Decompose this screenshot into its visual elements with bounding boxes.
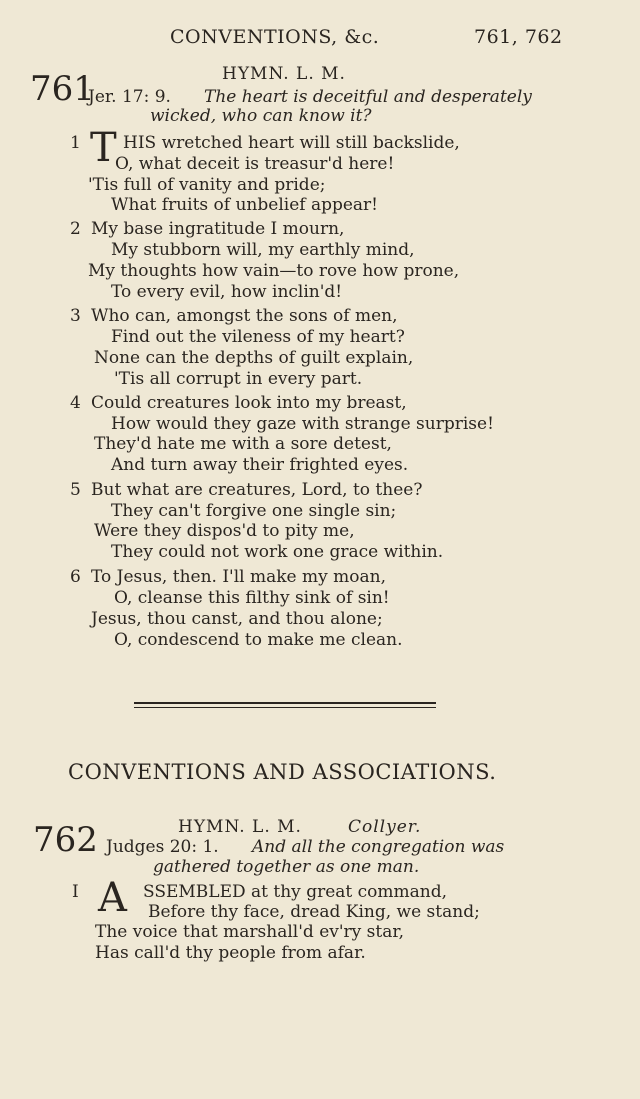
verse-line: What fruits of unbelief appear! xyxy=(111,195,379,215)
verse-line: Could creatures look into my breast, xyxy=(91,393,407,413)
verse-line: Has call'd thy people from afar. xyxy=(95,943,366,963)
verse-line: The voice that marshall'd ev'ry star, xyxy=(95,922,405,942)
scripture-reference: Jer. 17: 9. xyxy=(88,87,171,107)
verse-line: How would they gaze with strange surprise! xyxy=(111,414,494,434)
verse-line: SSEMBLED at thy great command, xyxy=(143,882,447,902)
verse-line: But what are creatures, Lord, to thee? xyxy=(91,480,423,500)
verse-line: Find out the vileness of my heart? xyxy=(111,327,405,347)
drop-cap: T xyxy=(90,125,117,171)
verse-line: 'Tis full of vanity and pride; xyxy=(88,175,326,195)
verse-line: They can't forgive one single sin; xyxy=(111,501,397,521)
verse-line: Who can, amongst the sons of men, xyxy=(91,306,398,326)
running-title: CONVENTIONS, &c. xyxy=(170,26,380,48)
section-divider xyxy=(134,702,436,708)
verse-line: O, what deceit is treasur'd here! xyxy=(115,154,395,174)
stanza-number: 4 xyxy=(70,393,81,413)
hymn-author: Collyer. xyxy=(348,817,422,837)
verse-line: O, condescend to make me clean. xyxy=(114,630,403,650)
verse-line: They'd hate me with a sore detest, xyxy=(94,434,392,454)
verse-line: Jesus, thou canst, and thou alone; xyxy=(91,609,383,629)
stanza-number: 3 xyxy=(70,306,81,326)
scripture-text-2: gathered together as one man. xyxy=(153,857,420,877)
page-numbers: 761, 762 xyxy=(474,26,563,48)
stanza-number: 1 xyxy=(70,133,81,153)
verse-line: Were they dispos'd to pity me, xyxy=(94,521,355,541)
verse-line: To every evil, how inclin'd! xyxy=(111,282,343,302)
verse-line: Before thy face, dread King, we stand; xyxy=(148,902,480,922)
verse-line: None can the depths of guilt explain, xyxy=(94,348,414,368)
scripture-reference: Judges 20: 1. xyxy=(106,837,219,857)
drop-cap: A xyxy=(98,875,127,921)
verse-line: My stubborn will, my earthly mind, xyxy=(111,240,415,260)
verse-line: 'Tis all corrupt in every part. xyxy=(114,369,363,389)
scripture-text-1: And all the congregation was xyxy=(252,837,505,857)
stanza-number: 2 xyxy=(70,219,81,239)
verse-line: My base ingratitude I mourn, xyxy=(91,219,345,239)
hymn-number: 761 xyxy=(30,69,95,109)
verse-line: O, cleanse this filthy sink of sin! xyxy=(114,588,390,608)
verse-line: They could not work one grace within. xyxy=(111,542,444,562)
scripture-text-2: wicked, who can know it? xyxy=(150,106,372,126)
verse-line: And turn away their frighted eyes. xyxy=(111,455,409,475)
section-heading: CONVENTIONS AND ASSOCIATIONS. xyxy=(68,760,497,784)
hymn-title: HYMN. L. M. xyxy=(178,817,302,837)
verse-line: HIS wretched heart will still backslide, xyxy=(123,133,460,153)
hymn-number: 762 xyxy=(33,820,98,860)
verse-line: To Jesus, then. I'll make my moan, xyxy=(91,567,386,587)
stanza-number: I xyxy=(72,882,79,902)
stanza-number: 5 xyxy=(70,480,81,500)
verse-line: My thoughts how vain—to rove how prone, xyxy=(88,261,460,281)
hymn-title: HYMN. L. M. xyxy=(222,64,346,84)
stanza-number: 6 xyxy=(70,567,81,587)
scripture-text-1: The heart is deceitful and desperately xyxy=(204,87,532,107)
